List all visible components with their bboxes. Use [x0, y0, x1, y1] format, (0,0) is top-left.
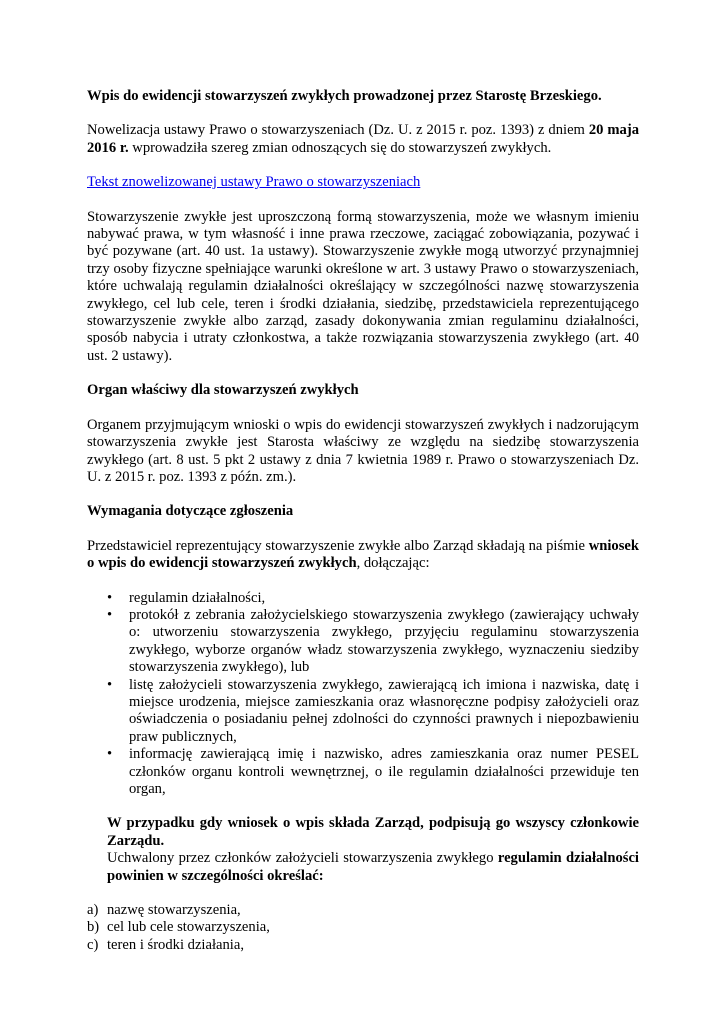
list-item — [87, 937, 639, 954]
list-item-text: teren i środki działania, — [107, 936, 244, 953]
list-item — [107, 677, 639, 747]
page-title: Wpis do ewidencji stowarzyszeń zwykłych prowadzonej przez Starostę Brzeskiego. — [87, 88, 602, 104]
list-marker: a) — [87, 902, 99, 919]
list-item — [107, 746, 639, 798]
bullet-icon: • — [107, 606, 113, 623]
list-item-text: cel lub cele stowarzyszenia, — [107, 919, 270, 936]
definition-paragraph: Stowarzyszenie zwykłe jest uproszczoną formą stowarzyszenia, może we własnym imieniu nabywać prawa, w tym własność i inne prawa rzeczowe, zaciągać zobowiązania, pozywać i być pozywane (art. 40 ust. 1a ustawy). Stowarzyszenie zwykłe mogą utworzyć przynajmniej trzy osoby fizyczne spełniające warunki określone w art. 3 ustawy Prawo o stowarzyszeniach, które uchwalają regulamin działalności określający w szczególności nazwę stowarzyszenia zwykłego, cel lub cele, teren i środki działania, siedzibę, przedstawiciela reprezentującego stowarzyszenie zwykłe albo zarząd, zasady dokonywania zmian regulaminu działalności, sposób nabycia i utraty członkostwa, a także rozwiązania stowarzyszenia zwykłego (art. 40 ust. 2 ustawy). — [87, 208, 639, 364]
regulamin-text-bold: regulamin działalności powinien w szczególności określać: — [107, 850, 639, 884]
intro-text-end: wprowadziła szereg zmian odnoszących się do stowarzyszeń zwykłych. — [128, 139, 552, 156]
list-item — [87, 902, 639, 919]
attachments-list — [87, 590, 639, 799]
list-item — [107, 590, 639, 607]
list-item-text: protokół z zebrania założycielskiego stowarzyszenia zwykłego (zawierający uchwały o: utworzeniu stowarzyszenia zwykłego, przyjęciu regulaminu stowarzyszenia zwykłego, wyborze organów władz stowarzyszenia zwykłego, wyznaczeniu siedziby stowarzyszenia zwykłego), lub — [129, 606, 639, 676]
list-item-text: listę założycieli stowarzyszenia zwykłego, zawierającą ich imiona i nazwiska, datę i miejsce urodzenia, miejsce zamieszkania oraz własnoręczne podpisy założycieli oraz oświadczenia o posiadaniu pełnej zdolności do czynności prawnych i niepozbawieniu praw publicznych, — [129, 676, 639, 745]
list-marker: b) — [87, 919, 100, 936]
regulamin-block — [87, 815, 639, 885]
organ-paragraph: Organem przyjmującym wnioski o wpis do ewidencji stowarzyszeń zwykłych i nadzorującym stowarzyszenia zwykłe jest Starosta właściwy ze względu na siedzibę stowarzyszenia zwykłego (art. 8 ust. 5 pkt 2 ustawy z dnia 7 kwietnia 1989 r. Prawo o stowarzyszeniach Dz. U. z 2015 r. poz. 1393 z późn. zm.). — [87, 416, 639, 485]
requirements-text-bold: wniosek o wpis do ewidencji stowarzyszeń zwykłych — [87, 537, 639, 572]
list-item — [87, 919, 639, 936]
regulamin-requirements-list — [87, 902, 639, 954]
list-marker: c) — [87, 936, 99, 953]
law-link-paragraph — [87, 174, 639, 191]
bullet-icon: • — [107, 676, 113, 693]
intro-paragraph — [87, 122, 639, 157]
bullet-icon: • — [107, 589, 113, 606]
bullet-icon: • — [107, 746, 113, 763]
regulamin-paragraph — [107, 850, 639, 885]
intro-text-start: Nowelizacja ustawy Prawo o stowarzyszeniach (Dz. U. z 2015 r. poz. 1393) z dniem — [87, 122, 589, 139]
law-text-link[interactable]: Tekst znowelizowanej ustawy Prawo o stowarzyszeniach — [87, 174, 421, 191]
zarzad-note — [107, 815, 639, 850]
list-item — [107, 607, 639, 677]
organ-heading: Organ właściwy dla stowarzyszeń zwykłych — [87, 382, 359, 399]
list-item-text: nazwę stowarzyszenia, — [107, 902, 241, 919]
list-item-text: regulamin działalności, — [129, 589, 266, 606]
zarzad-note-text: W przypadku gdy wniosek o wpis składa Zarząd, podpisują go wszyscy członkowie Zarządu. — [107, 815, 639, 849]
intro-date: 20 maja 2016 r. — [87, 122, 639, 156]
requirements-text-end: , dołączając: — [356, 555, 430, 572]
requirements-text-start: Przedstawiciel reprezentujący stowarzyszenie zwykłe albo Zarząd składają na piśmie — [87, 537, 589, 554]
list-item-text: informację zawierającą imię i nazwisko, adres zamieszkania oraz numer PESEL członków organu kontroli wewnętrznej, o ile regulamin działalności przewiduje ten organ, — [129, 746, 639, 797]
regulamin-text-start: Uchwalony przez członków założycieli stowarzyszenia zwykłego — [107, 850, 498, 867]
requirements-heading: Wymagania dotyczące zgłoszenia — [87, 503, 294, 520]
requirements-paragraph — [87, 538, 639, 573]
